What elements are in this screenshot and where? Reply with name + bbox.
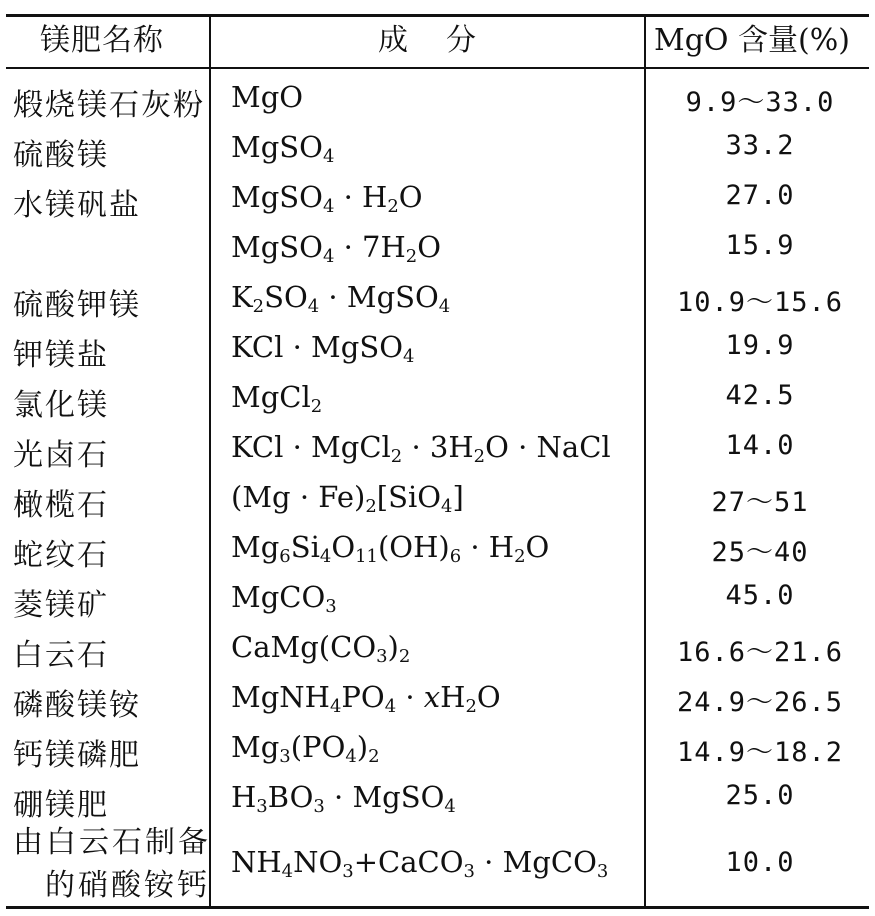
table-row xyxy=(0,370,875,423)
mgo-content: 9.9～33.0 xyxy=(685,87,835,118)
mgo-content: 19.9 xyxy=(725,330,795,361)
composition: $NH_4NO_3+CaCO_3$ · MgCO$_3$ xyxy=(231,845,609,883)
composition: MgSO$_4$ · $H_2O$ xyxy=(231,180,423,218)
fertilizer-name: 水镁矾盐 xyxy=(13,188,141,223)
composition: KCl · MgSO$_4$ xyxy=(231,330,415,368)
mgo-content: 25～40 xyxy=(711,537,809,568)
table-row xyxy=(0,220,875,270)
fertilizer-name: 钾镁盐 xyxy=(13,338,109,373)
fertilizer-name: 磷酸镁铵 xyxy=(13,688,141,723)
table-row xyxy=(0,670,875,723)
table-row xyxy=(0,570,875,623)
fertilizer-name-line1: 由白云石制备 xyxy=(13,825,211,860)
table-row xyxy=(0,520,875,573)
composition: MgCl$_2$ xyxy=(231,380,323,418)
mgo-content: 10.0 xyxy=(725,847,795,878)
fertilizer-name: 白云石 xyxy=(13,638,109,673)
table-row xyxy=(0,120,875,173)
fertilizer-name: 硫酸镁 xyxy=(13,138,109,173)
fertilizer-name: 硼镁肥 xyxy=(13,788,109,823)
fertilizer-name: 蛇纹石 xyxy=(13,538,109,573)
table-row xyxy=(0,620,875,673)
composition: KCl · MgCl$_2$ · $3H_2O$ · NaCl xyxy=(231,430,611,468)
table-row xyxy=(0,470,875,523)
mgo-content: 10.9～15.6 xyxy=(676,287,844,318)
mgo-content: 27.0 xyxy=(725,180,795,211)
composition: $MgNH_4PO_4 \cdot xH_2O$ xyxy=(231,680,501,718)
composition: MgSO$_4$ xyxy=(231,130,335,168)
header-name: 镁肥名称 xyxy=(40,23,164,58)
fertilizer-name: 硫酸钾镁 xyxy=(13,288,141,323)
header-mgo-content: MgO 含量(%) xyxy=(654,23,850,58)
composition: $(Mg \cdot Fe)_2[SiO_4]$ xyxy=(231,480,464,518)
top-rule xyxy=(6,14,869,17)
table-row xyxy=(0,770,875,823)
mgo-content: 33.2 xyxy=(725,130,795,161)
composition: MgSO$_4$ · $7H_2O$ xyxy=(231,230,441,268)
fertilizer-name: 氯化镁 xyxy=(13,388,109,423)
fertilizer-name: 橄榄石 xyxy=(13,488,109,523)
mgo-content: 25.0 xyxy=(725,780,795,811)
table-row xyxy=(0,170,875,223)
mgo-content: 42.5 xyxy=(725,380,795,411)
mgo-content: 27～51 xyxy=(711,487,809,518)
composition: $H_3BO_3$ · MgSO$_4$ xyxy=(231,780,456,818)
mgo-content: 16.6～21.6 xyxy=(676,637,844,668)
mgo-content: 45.0 xyxy=(725,580,795,611)
composition: $K_2SO_4$ · MgSO$_4$ xyxy=(231,280,451,318)
composition: $Mg_6Si_4O_{11}(OH)_6 \cdot H_2O$ xyxy=(231,530,550,568)
composition: MgO xyxy=(231,80,304,114)
mgo-content: 24.9～26.5 xyxy=(676,687,844,718)
fertilizer-name: 光卤石 xyxy=(13,438,109,473)
table-row xyxy=(0,320,875,373)
header-rule xyxy=(6,67,869,69)
mgo-content: 14.0 xyxy=(725,430,795,461)
mgo-content: 14.9～18.2 xyxy=(676,737,844,768)
mgo-content: 15.9 xyxy=(725,230,795,261)
table-row xyxy=(0,420,875,473)
fertilizer-name: 煅烧镁石灰粉 xyxy=(13,88,205,123)
fertilizer-name-line2: 的硝酸铵钙 xyxy=(45,868,210,903)
fertilizer-name: 钙镁磷肥 xyxy=(13,738,141,773)
header-composition: 成分 xyxy=(378,23,514,58)
composition: $Mg_3(PO_4)_2$ xyxy=(231,730,380,768)
table-row xyxy=(0,720,875,773)
table-row xyxy=(0,70,875,123)
fertilizer-name: 菱镁矿 xyxy=(13,588,109,623)
table-row xyxy=(0,270,875,323)
composition: $CaMg(CO_3)_2$ xyxy=(231,630,411,668)
composition: MgCO$_3$ xyxy=(231,580,337,618)
bottom-rule xyxy=(6,906,869,909)
